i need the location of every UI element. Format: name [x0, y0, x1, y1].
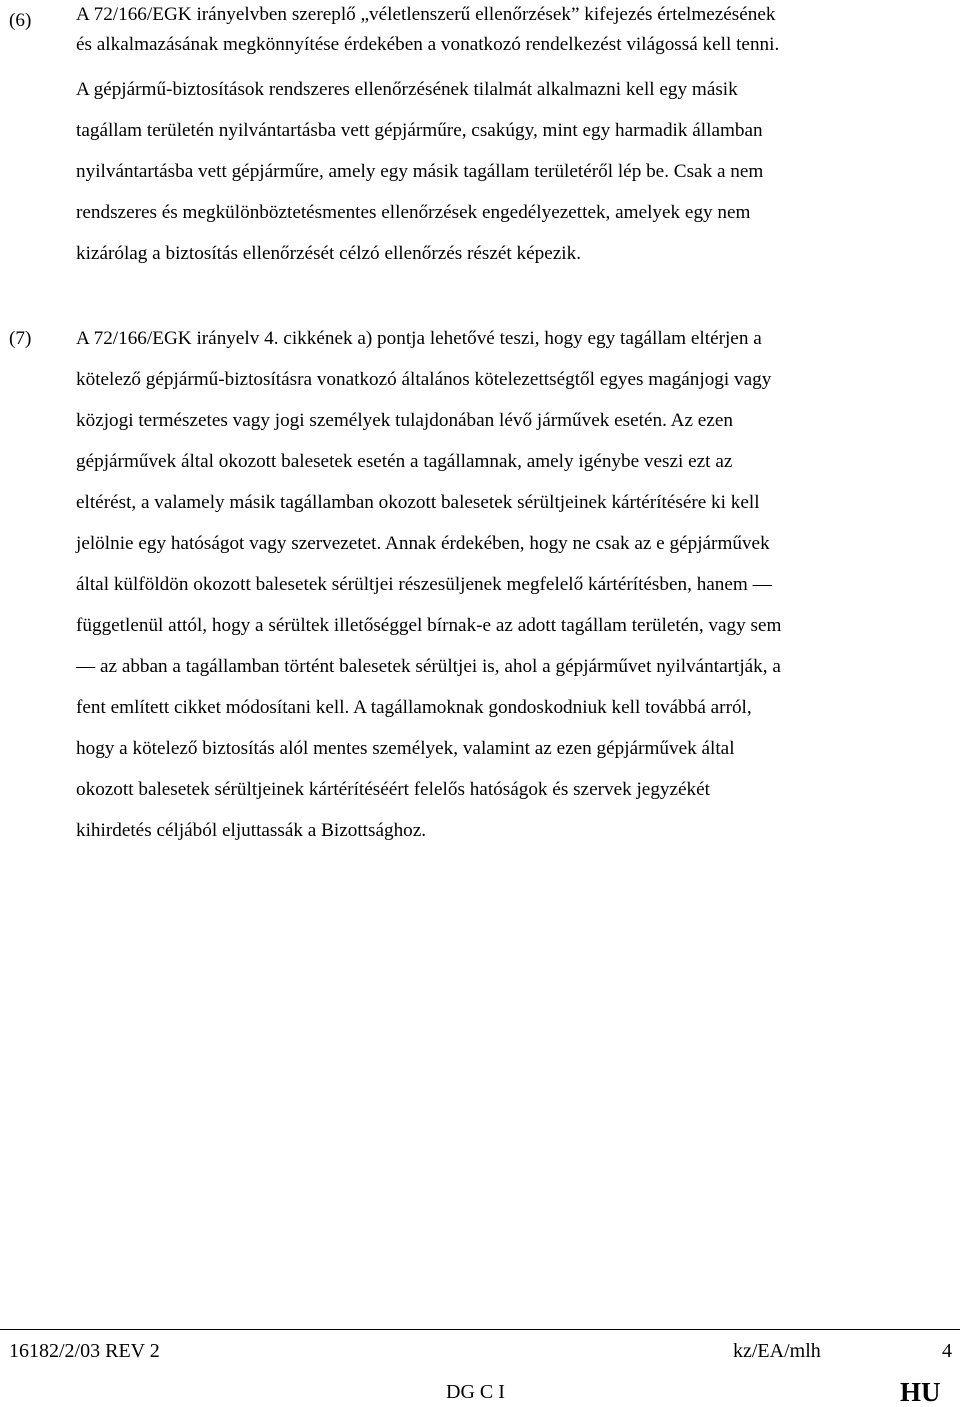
language-code: HU [900, 1377, 941, 1407]
paragraph-line: függetlenül attól, hogy a sérültek illetőséggel bírnak-e az adott tagállam területén, vagy sem [76, 615, 782, 636]
footer-secondary [0, 1378, 960, 1406]
paragraph-line: A gépjármű-biztosítások rendszeres ellenőrzésének tilalmát alkalmazni kell egy másik [76, 79, 738, 100]
document-reference: 16182/2/03 REV 2 [9, 1340, 160, 1362]
paragraph-line: kihirdetés céljából eljuttassák a Bizottsághoz. [76, 820, 427, 841]
paragraph-line: hogy a kötelező biztosítás alól mentes személyek, valamint az ezen gépjárművek által [76, 738, 735, 759]
paragraph-number: (7) [9, 328, 32, 349]
paragraph-line: által külföldön okozott balesetek sérültjei részesüljenek megfelelő kártérítésben, hanem — [76, 574, 772, 595]
paragraph-line: és alkalmazásának megkönnyítése érdekében a vonatkozó rendelkezést világossá kell tenni. [76, 34, 780, 55]
paragraph-line: nyilvántartásba vett gépjárműre, amely egy másik tagállam területéről lép be. Csak a nem [76, 161, 764, 182]
paragraph-line: A 72/166/EGK irányelv 4. cikkének a) pontja lehetővé teszi, hogy egy tagállam eltérjen a [76, 328, 762, 349]
paragraph-body [76, 318, 960, 851]
directorate-general: DG C I [446, 1381, 505, 1403]
page-number: 4 [942, 1340, 952, 1362]
paragraph-body [76, 0, 960, 274]
paragraph-line: rendszeres és megkülönböztetésmentes ellenőrzések engedélyezettek, amelyek egy nem [76, 202, 751, 223]
paragraph-line: A 72/166/EGK irányelvben szereplő „véletlenszerű ellenőrzések” kifejezés értelmezésének [76, 4, 776, 25]
author-initials: kz/EA/mlh [733, 1340, 821, 1362]
paragraph-line: jelölnie egy hatóságot vagy szervezetet. Annak érdekében, hogy ne csak az e gépjárművek [76, 533, 770, 554]
paragraph-line: okozott balesetek sérültjeinek kártérítéséért felelős hatóságok és szervek jegyzékét [76, 779, 710, 800]
footer-divider [0, 1329, 960, 1330]
paragraph-line: — az abban a tagállamban történt balesetek sérültjei is, ahol a gépjárművet nyilvántartják, a [76, 656, 781, 677]
paragraph-line: kizárólag a biztosítás ellenőrzését célzó ellenőrzés részét képezik. [76, 243, 582, 264]
footer [0, 1338, 960, 1364]
paragraph-line: közjogi természetes vagy jogi személyek tulajdonában lévő járművek esetén. Az ezen [76, 410, 733, 431]
paragraph-line: tagállam területén nyilvántartásba vett gépjárműre, csakúgy, mint egy harmadik államban [76, 120, 763, 141]
paragraph-number: (6) [9, 10, 32, 31]
paragraph-line: gépjárművek által okozott balesetek esetén a tagállamnak, amely igénybe veszi ezt az [76, 451, 733, 472]
paragraph-line: kötelező gépjármű-biztosításra vonatkozó általános kötelezettségtől egyes magánjogi vagy [76, 369, 772, 390]
paragraph-line: eltérést, a valamely másik tagállamban okozott balesetek sérültjeinek kártérítésére ki kell [76, 492, 760, 513]
paragraph-line: fent említett cikket módosítani kell. A tagállamoknak gondoskodniuk kell továbbá arról, [76, 697, 752, 718]
